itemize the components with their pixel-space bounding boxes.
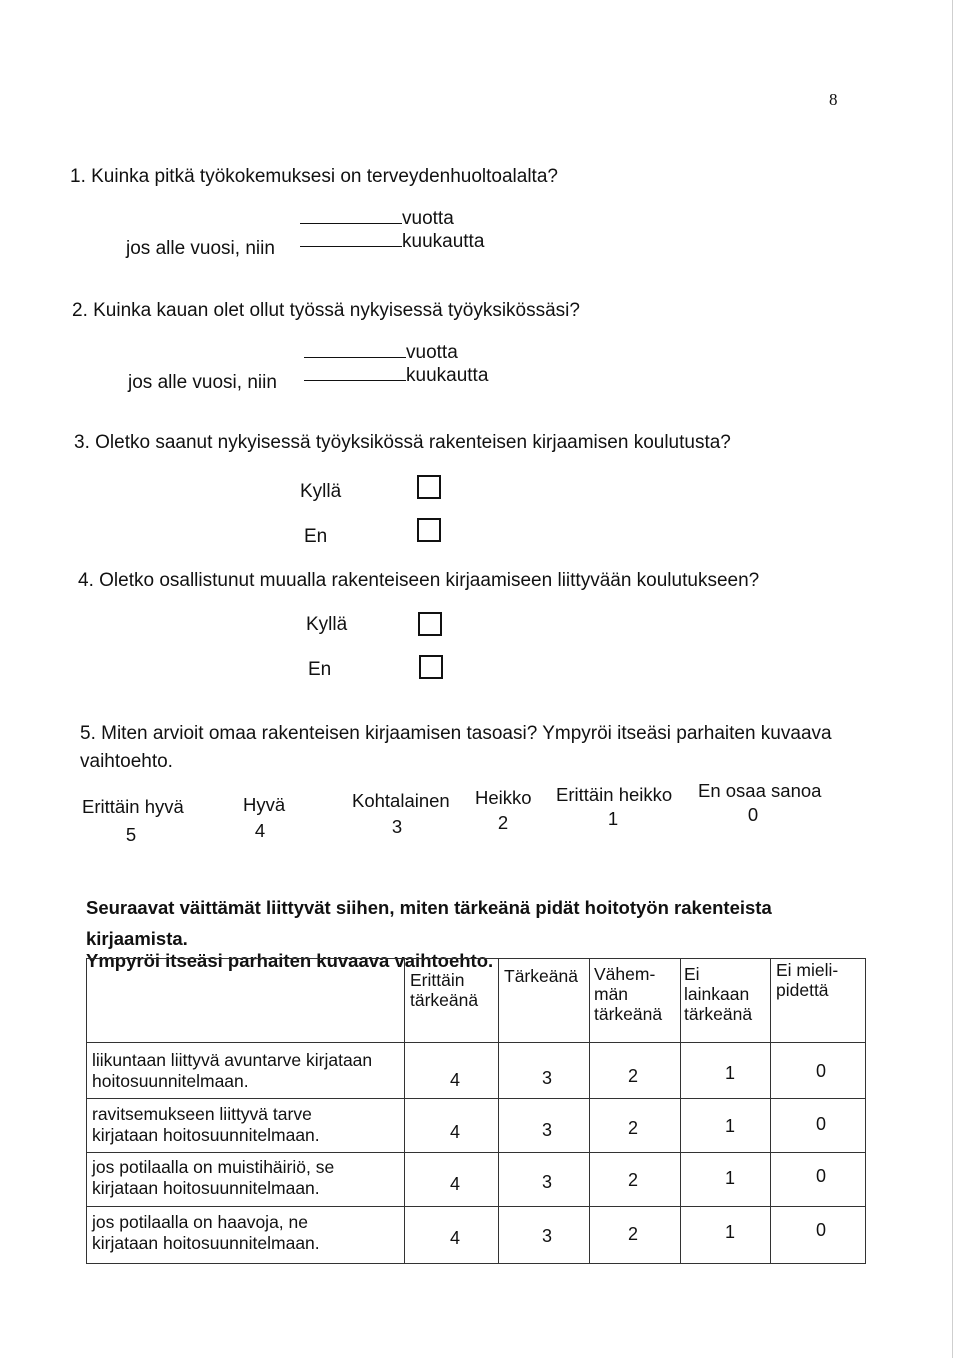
page-edge xyxy=(952,0,953,1358)
q5-option-label: Kohtalainen xyxy=(352,790,450,811)
table-border-top xyxy=(86,958,866,959)
table-column-divider xyxy=(770,958,771,1264)
table-column-divider xyxy=(680,958,681,1264)
question-5-title-line1: 5. Miten arvioit omaa rakenteisen kirjaamisen tasoasi? Ympyröi itseäsi parhaiten kuvaava xyxy=(80,723,832,744)
question-3-title: 3. Oletko saanut nykyisessä työyksikössä rakenteisen kirjaamisen koulutusta? xyxy=(74,432,731,453)
rating-option[interactable]: 4 xyxy=(449,1070,460,1090)
rating-option[interactable]: 0 xyxy=(815,1061,826,1081)
section-heading-line3: Ympyröi itseäsi parhaiten kuvaava vaihtoehto. xyxy=(86,950,494,971)
q2-years-field[interactable] xyxy=(304,342,458,364)
table-row-statement: jos potilaalla on haavoja, ne kirjataan hoitosuunnitelmaan. xyxy=(92,1212,320,1253)
q2-months-field[interactable] xyxy=(304,365,488,387)
table-border-left xyxy=(86,958,87,1264)
column-header: Tärkeänä xyxy=(504,966,578,986)
q1-years-field[interactable] xyxy=(300,208,454,230)
q1-months-field[interactable] xyxy=(300,231,484,253)
rating-option[interactable]: 0 xyxy=(815,1114,826,1134)
rating-option[interactable]: 3 xyxy=(541,1172,552,1192)
rating-option[interactable]: 3 xyxy=(541,1068,552,1088)
q5-option-value[interactable]: 5 xyxy=(125,824,137,845)
q3-yes-label: Kyllä xyxy=(300,481,342,502)
table-row-statement: ravitsemukseen liittyvä tarve kirjataan hoitosuunnitelmaan. xyxy=(92,1104,320,1145)
column-header: Erittäin tärkeänä xyxy=(410,970,479,1010)
q5-option-value[interactable]: 4 xyxy=(254,820,266,841)
section-heading-line2: kirjaamista. xyxy=(86,928,188,949)
q2-months-unit: kuukautta xyxy=(406,365,489,386)
rating-option[interactable]: 1 xyxy=(724,1222,735,1242)
table-column-divider xyxy=(498,958,499,1264)
q4-no-checkbox[interactable] xyxy=(419,655,443,679)
table-row-divider xyxy=(86,1098,866,1099)
rating-option[interactable]: 1 xyxy=(724,1168,735,1188)
q5-option-label: Erittäin heikko xyxy=(556,784,673,805)
question-5-title-line2: vaihtoehto. xyxy=(80,751,173,772)
rating-option[interactable]: 0 xyxy=(815,1166,826,1186)
rating-option[interactable]: 1 xyxy=(724,1063,735,1083)
q5-option-label: Heikko xyxy=(475,787,532,808)
q2-years-unit: vuotta xyxy=(406,342,458,363)
q4-no-label: En xyxy=(308,659,332,680)
table-border-bottom xyxy=(86,1263,866,1264)
q3-no-checkbox[interactable] xyxy=(417,518,441,542)
question-1-title: 1. Kuinka pitkä työkokemuksesi on terveydenhuoltoalalta? xyxy=(70,166,558,187)
q5-option-label: Hyvä xyxy=(243,794,286,815)
column-header: Vähem- män tärkeänä xyxy=(594,964,663,1024)
section-heading-line1: Seuraavat väittämät liittyvät siihen, miten tärkeänä pidät hoitotyön rakenteista xyxy=(86,897,772,918)
q3-yes-checkbox[interactable] xyxy=(417,475,441,499)
column-header: Ei lainkaan tärkeänä xyxy=(684,964,753,1024)
q1-months-unit: kuukautta xyxy=(402,231,485,252)
q5-option-value[interactable]: 3 xyxy=(391,816,403,837)
page-number: 8 xyxy=(829,90,838,109)
q1-years-unit: vuotta xyxy=(402,208,454,229)
table-column-divider xyxy=(404,958,405,1264)
rating-option[interactable]: 2 xyxy=(627,1118,638,1138)
q5-option-value[interactable]: 2 xyxy=(497,812,509,833)
table-border-right xyxy=(865,958,866,1264)
question-4-title: 4. Oletko osallistunut muualla rakenteiseen kirjaamiseen liittyvään koulutukseen? xyxy=(78,570,760,591)
rating-option[interactable]: 2 xyxy=(627,1224,638,1244)
rating-option[interactable]: 2 xyxy=(627,1066,638,1086)
column-header: Ei mieli- pidettä xyxy=(776,960,839,1000)
q3-no-label: En xyxy=(304,526,328,547)
importance-rating-table xyxy=(86,958,866,1264)
table-header-divider xyxy=(86,1042,866,1043)
table-column-divider xyxy=(589,958,590,1264)
q4-yes-label: Kyllä xyxy=(306,614,348,635)
question-2-title: 2. Kuinka kauan olet ollut työssä nykyisessä työyksikössäsi? xyxy=(72,300,580,321)
rating-option[interactable]: 3 xyxy=(541,1120,552,1140)
q2-under-year-label: jos alle vuosi, niin xyxy=(128,372,277,393)
q4-yes-checkbox[interactable] xyxy=(418,612,442,636)
q5-option-label: Erittäin hyvä xyxy=(82,796,184,817)
table-row-statement: liikuntaan liittyvä avuntarve kirjataan hoitosuunnitelmaan. xyxy=(92,1050,373,1091)
rating-option[interactable]: 0 xyxy=(815,1220,826,1240)
table-row-divider xyxy=(86,1206,866,1207)
q1-under-year-label: jos alle vuosi, niin xyxy=(126,238,275,259)
q5-option-value[interactable]: 0 xyxy=(747,804,759,825)
rating-option[interactable]: 4 xyxy=(449,1174,460,1194)
table-row-statement: jos potilaalla on muistihäiriö, se kirjataan hoitosuunnitelmaan. xyxy=(92,1157,335,1198)
rating-option[interactable]: 4 xyxy=(449,1122,460,1142)
rating-option[interactable]: 4 xyxy=(449,1228,460,1248)
rating-option[interactable]: 2 xyxy=(627,1170,638,1190)
q5-option-value[interactable]: 1 xyxy=(607,808,619,829)
table-row-divider xyxy=(86,1152,866,1153)
rating-option[interactable]: 1 xyxy=(724,1116,735,1136)
rating-option[interactable]: 3 xyxy=(541,1226,552,1246)
q5-option-label: En osaa sanoa xyxy=(698,780,822,801)
